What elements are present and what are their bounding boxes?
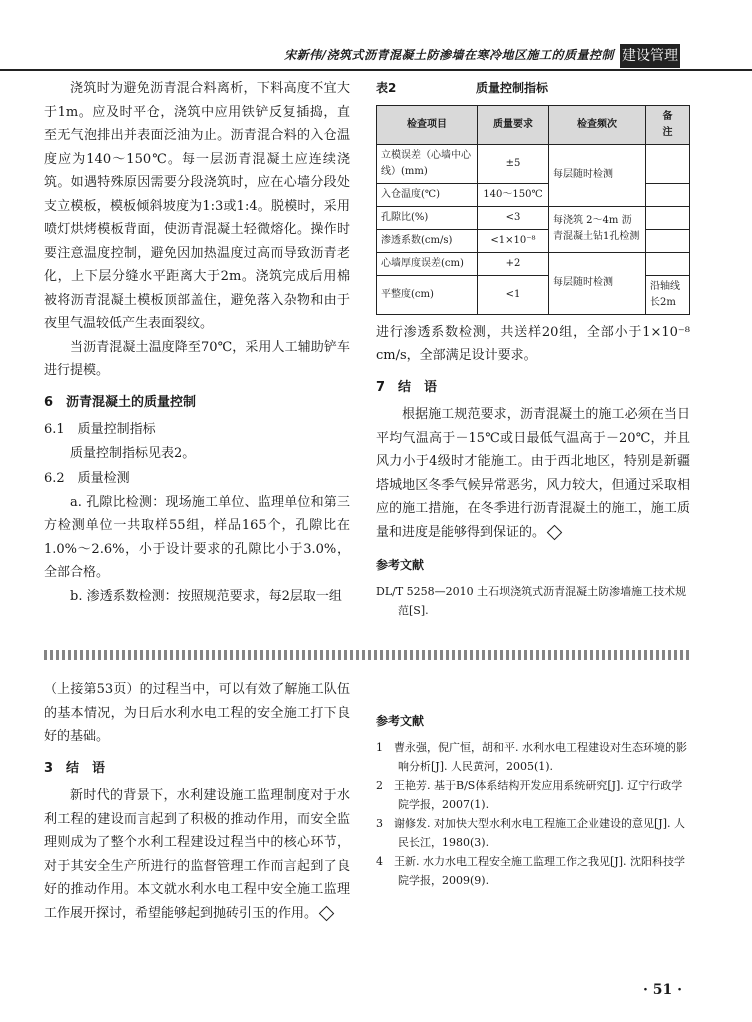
- page-number: · 51 ·: [643, 982, 682, 998]
- table-cell: <1×10⁻⁸: [478, 229, 549, 252]
- table-cell: <3: [478, 206, 549, 229]
- table-header-cell: 检查频次: [549, 105, 646, 144]
- table-cell: [646, 183, 690, 206]
- table-row: [377, 144, 690, 183]
- table-label: 表2: [376, 81, 397, 95]
- table-header-cell: 质量要求: [478, 105, 549, 144]
- table-cell: 平整度(cm): [377, 275, 478, 314]
- paragraph: [44, 784, 350, 925]
- table-caption: [376, 77, 690, 101]
- table-cell: <1: [478, 275, 549, 314]
- table-cell: 心墙厚度误差(cm): [377, 252, 478, 275]
- left-column: [44, 77, 350, 608]
- table-header-cell: 备 注: [646, 105, 690, 144]
- table-cell: 孔隙比(%): [377, 206, 478, 229]
- section-heading: 3 结 语: [44, 760, 106, 776]
- table-cell: 每层随时检测: [549, 252, 646, 314]
- table-cell: [646, 252, 690, 275]
- table-cell: [646, 144, 690, 183]
- table-cell: 每浇筑 2～4m 沥青混凝土钻1孔检测: [549, 206, 646, 252]
- paragraph: 进行渗透系数检测，共送样20组，全部小于1×10⁻⁸ cm/s，全部满足设计要求。: [376, 324, 690, 363]
- paragraph: [376, 403, 690, 544]
- end-mark-icon: [319, 905, 335, 921]
- table-cell: 每层随时检测: [549, 144, 646, 206]
- reference-item: 2 王艳芳. 基于B/S体系结构开发应用系统研究[J]. 辽宁行政学院学报，2007(1).: [376, 778, 683, 811]
- paragraph: 质量控制指标见表2。: [70, 445, 196, 461]
- section-tag: 建设管理: [620, 44, 680, 68]
- section-heading: 6 沥青混凝土的质量控制: [44, 394, 197, 410]
- table-cell: [646, 206, 690, 229]
- reference-item: 3 谢修发. 对加快大型水利水电工程施工企业建设的意见[J]. 人民长江，1980(3).: [376, 816, 685, 849]
- table-title: 质量控制指标: [476, 81, 549, 95]
- header-rule: [0, 69, 752, 71]
- paragraph: b. 渗透系数检测：按照规范要求，每2层取一组: [70, 588, 342, 604]
- end-mark-icon: [547, 524, 563, 540]
- reference-item: DL/T 5258—2010 土石坝浇筑式沥青混凝土防渗墙施工技术规范[S].: [376, 584, 687, 617]
- reference-item: 1 曹永强，倪广恒，胡和平. 水利水电工程建设对生态环境的影响分析[J]. 人民黄河，2005(1).: [376, 740, 687, 773]
- table-cell: 140～150℃: [478, 183, 549, 206]
- table-cell: ±5: [478, 144, 549, 183]
- table-row: [377, 252, 690, 275]
- table-cell: 立模误差（心墙中心线）(mm): [377, 144, 478, 183]
- paragraph-text: 根据施工规范要求，沥青混凝土的施工必须在当日平均气温高于－15℃或日最低气温高于－20℃，并且风力小于4级时才能施工。由于西北地区，特别是新疆塔城地区冬季气候异常恶劣，风力较大，但通过采取相应的施工措施，在冬季进行沥青混凝土的施工，施工质量和进度是能够得到保证的。: [376, 407, 690, 540]
- paragraph-text: 新时代的背景下，水利建设施工监理制度对于水利工程的建设而言起到了积极的推动作用，而安全监理则成为了整个水利工程建设过程当中的核心环节，对于其安全生产所进行的监督管理工作而言起到了良好的推动作用。本文就水利水电工程中安全施工监理工作展开探讨，希望能够起到抛砖引玉的作用。: [44, 788, 350, 921]
- right-column: [376, 77, 693, 620]
- subsection-heading: 6.1 质量控制指标: [44, 422, 156, 437]
- table-header-cell: 检查项目: [377, 105, 478, 144]
- section-heading: 7 结 语: [376, 379, 438, 395]
- continued-article-references: [376, 700, 690, 890]
- paragraph: 浇筑时为避免沥青混合料离析，下料高度不宜大于1m。应及时平仓，浇筑中应用铁铲反复插捣，直至无气泡排出并表面泛油为止。沥青混合料的入仓温度应为140～150℃。每一层沥青混凝土应连续浇筑。如遇特殊原因需要分段浇筑时，应在心墙分段处支立模板，模板倾斜坡度为1:3或1:4。脱模时，采用喷灯烘烤模板背面，使沥青混凝土轻微熔化。操作时要注意温度控制，避免因加热温度过高而导致沥青老化，上下层分缝水平距离大于2m。浇筑完成后用棉被将沥青混凝土模板顶部盖住，避免落入杂物和由于夜里气温较低产生表面裂纹。: [44, 81, 350, 331]
- subsection-heading: 6.2 质量检测: [44, 471, 130, 486]
- running-title: 宋新伟/浇筑式沥青混凝土防渗墙在寒冷地区施工的质量控制: [284, 48, 614, 62]
- running-header: [0, 44, 752, 70]
- paragraph: （上接第53页）的过程当中，可以有效了解施工队伍的基本情况，为日后水利水电工程的安全施工打下良好的基础。: [44, 682, 350, 744]
- table-header-row: [377, 105, 690, 144]
- paragraph: 当沥青混凝土温度降至70℃，采用人工辅助铲车进行提模。: [44, 339, 350, 378]
- references-title: 参考文献: [376, 714, 425, 728]
- reference-item: 4 王新. 水力水电工程安全施工监理工作之我见[J]. 沈阳科技学院学报，2009(9).: [376, 854, 685, 887]
- quality-control-table: [376, 105, 693, 315]
- paragraph: a. 孔隙比检测：现场施工单位、监理单位和第三方检测单位一共取样55组，样品165个，孔隙比在1.0%～2.6%，小于设计要求的孔隙比小于3.0%，全部合格。: [44, 494, 350, 580]
- references-title: 参考文献: [376, 558, 425, 572]
- table-cell: [646, 229, 690, 252]
- section-divider: [44, 650, 690, 660]
- table-cell: +2: [478, 252, 549, 275]
- table-cell: 入仓温度(℃): [377, 183, 478, 206]
- continued-article-left: [44, 678, 350, 925]
- table-cell: 沿轴线长2m: [646, 275, 690, 314]
- table-cell: 渗透系数(cm/s): [377, 229, 478, 252]
- table-row: [377, 206, 690, 229]
